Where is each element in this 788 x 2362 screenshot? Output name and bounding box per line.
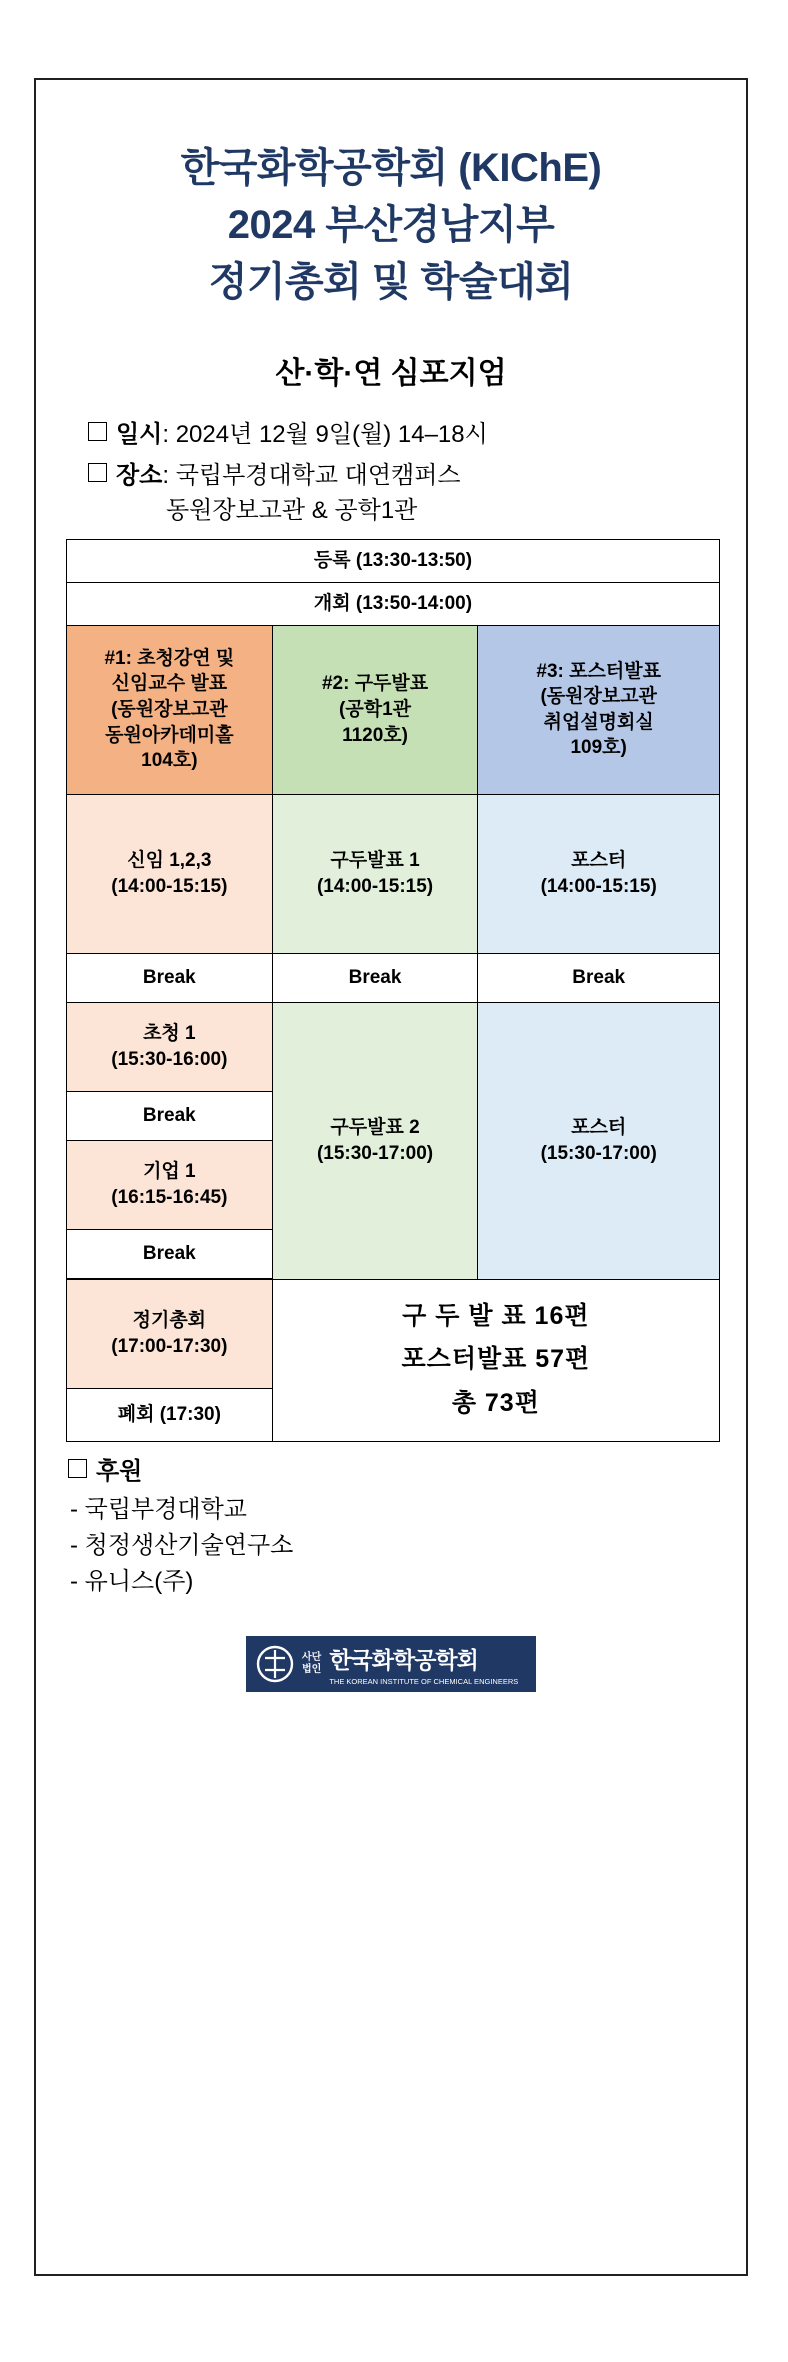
title-line-2: 2024 부산경남지부 bbox=[227, 202, 555, 247]
kiche-emblem-icon bbox=[256, 1645, 294, 1683]
title-line-3: 정기총회 및 학술대회 bbox=[208, 259, 574, 304]
list-item: - 국립부경대학교 bbox=[70, 1495, 247, 1523]
track2-session2-cell bbox=[272, 1002, 478, 1279]
logo-badge-line2: 법인 bbox=[302, 1663, 322, 1675]
paper-counts bbox=[275, 1295, 717, 1426]
title-line-1: 한국화학공학회 (KIChE) bbox=[180, 146, 602, 190]
registration-cell: 등록 (13:30-13:50) bbox=[67, 539, 720, 582]
table-row bbox=[67, 953, 720, 1002]
track1-session2-cell bbox=[67, 1002, 273, 1091]
event-info bbox=[66, 418, 716, 528]
table-row bbox=[67, 539, 720, 582]
checkbox-bullet-icon bbox=[88, 422, 107, 441]
track1-final-cell bbox=[67, 1279, 273, 1388]
track1-session1-cell bbox=[67, 794, 273, 953]
track2-session1-cell bbox=[272, 794, 478, 953]
track1-session3-cell bbox=[67, 1140, 273, 1229]
oral-count: 구 두 발 표 16편 bbox=[402, 1301, 590, 1330]
track1-session2-time: (15:30-16:00) bbox=[111, 1048, 228, 1070]
table-row bbox=[67, 582, 720, 625]
track3-header-cell bbox=[478, 625, 720, 794]
track2-session2-time: (15:30-17:00) bbox=[316, 1142, 434, 1164]
subtitle: 산·학·연 심포지엄 bbox=[275, 357, 507, 391]
track1-closing-cell: 폐회 (17:30) bbox=[67, 1388, 273, 1441]
poster-count: 포스터발표 57편 bbox=[401, 1345, 591, 1374]
track1-session3-time: (16:15-16:45) bbox=[111, 1186, 228, 1208]
poster-page bbox=[34, 78, 748, 2276]
track2-session1-time: (14:00-15:15) bbox=[316, 875, 434, 897]
track1-break3-cell: Break bbox=[67, 1229, 273, 1278]
sponsor-section bbox=[66, 1454, 716, 1600]
track1-session2-name: 초청 1 bbox=[143, 1023, 196, 1045]
event-place-row bbox=[66, 459, 716, 494]
date-value: : 2024년 12월 9일(월) 14–18시 bbox=[162, 421, 488, 449]
table-row bbox=[67, 625, 720, 794]
track3-session2-cell bbox=[478, 1002, 720, 1279]
checkbox-bullet-icon bbox=[88, 463, 107, 482]
track3-session1-name: 포스터 bbox=[571, 850, 627, 872]
track3-header-line2: (동원장보고관 bbox=[540, 686, 657, 708]
sponsor-header bbox=[66, 1454, 716, 1490]
list-item: - 청정생산기술연구소 bbox=[70, 1531, 294, 1559]
page-title bbox=[66, 140, 716, 310]
track1-final-name: 정기총회 bbox=[132, 1310, 207, 1332]
table-row bbox=[67, 1279, 720, 1388]
track1-header-cell bbox=[67, 625, 273, 794]
paper-counts-cell bbox=[272, 1279, 719, 1441]
track3-header-line3: 취업설명회실 bbox=[543, 711, 654, 733]
logo-badge-line1: 사단 bbox=[302, 1652, 322, 1664]
track2-header-line3: 1120호) bbox=[342, 724, 408, 746]
list-item: - 유니스(주) bbox=[70, 1567, 194, 1595]
track2-session1-name: 구두발표 1 bbox=[330, 850, 420, 872]
track3-session2-name: 포스터 bbox=[571, 1117, 627, 1139]
table-row bbox=[67, 1002, 720, 1091]
place-value-2: 동원장보고관 & 공학1관 bbox=[166, 496, 418, 524]
footer-logo-wrap bbox=[66, 1636, 716, 1692]
track1-break1-cell: Break bbox=[67, 953, 273, 1002]
track1-break2-cell: Break bbox=[67, 1091, 273, 1140]
checkbox-bullet-icon bbox=[68, 1459, 87, 1478]
sponsor-label: 후원 bbox=[96, 1457, 143, 1485]
track3-header-line4: 109호) bbox=[570, 737, 627, 759]
track1-header-line3: (동원장보고관 bbox=[111, 698, 228, 720]
schedule-table bbox=[66, 539, 720, 1442]
total-count: 총 73편 bbox=[451, 1389, 540, 1418]
track3-session1-cell bbox=[478, 794, 720, 953]
place-value: : 국립부경대학교 대연캠퍼스 bbox=[162, 462, 461, 490]
track1-session1-time: (14:00-15:15) bbox=[111, 875, 228, 897]
track3-break1-cell: Break bbox=[478, 953, 720, 1002]
date-label: 일시 bbox=[116, 421, 163, 449]
logo-badge bbox=[302, 1652, 321, 1675]
track1-final-time: (17:00-17:30) bbox=[111, 1335, 228, 1357]
track3-session2-time: (15:30-17:00) bbox=[540, 1142, 657, 1164]
sponsor-list bbox=[66, 1492, 716, 1600]
kiche-logo bbox=[246, 1636, 536, 1692]
opening-cell: 개회 (13:50-14:00) bbox=[67, 582, 720, 625]
track2-header-cell bbox=[272, 625, 478, 794]
track3-session1-time: (14:00-15:15) bbox=[540, 875, 657, 897]
track1-header-line4: 동원아카데미홀 bbox=[105, 724, 234, 746]
poster-content bbox=[36, 80, 746, 1692]
track1-session3-name: 기업 1 bbox=[143, 1161, 196, 1183]
place-label: 장소 bbox=[116, 462, 163, 490]
logo-korean-name: 한국화학공학회 bbox=[329, 1646, 478, 1673]
track2-break1-cell: Break bbox=[272, 953, 478, 1002]
event-date-row bbox=[66, 418, 716, 453]
track3-header-line1: #3: 포스터발표 bbox=[536, 660, 661, 682]
track1-session1-name: 신임 1,2,3 bbox=[127, 850, 212, 872]
table-row bbox=[67, 794, 720, 953]
logo-english-name: THE KOREAN INSTITUTE OF CHEMICAL ENGINEERS bbox=[329, 1676, 519, 1686]
track1-header-line1: #1: 초청강연 및 bbox=[104, 647, 235, 669]
track2-session2-name: 구두발표 2 bbox=[330, 1117, 420, 1139]
track1-header-line5: 104호) bbox=[141, 750, 198, 772]
logo-text bbox=[329, 1642, 518, 1686]
track1-header-line2: 신임교수 발표 bbox=[111, 673, 228, 695]
track2-header-line2: (공학1관 bbox=[339, 698, 412, 720]
track2-header-line1: #2: 구두발표 bbox=[321, 673, 429, 695]
